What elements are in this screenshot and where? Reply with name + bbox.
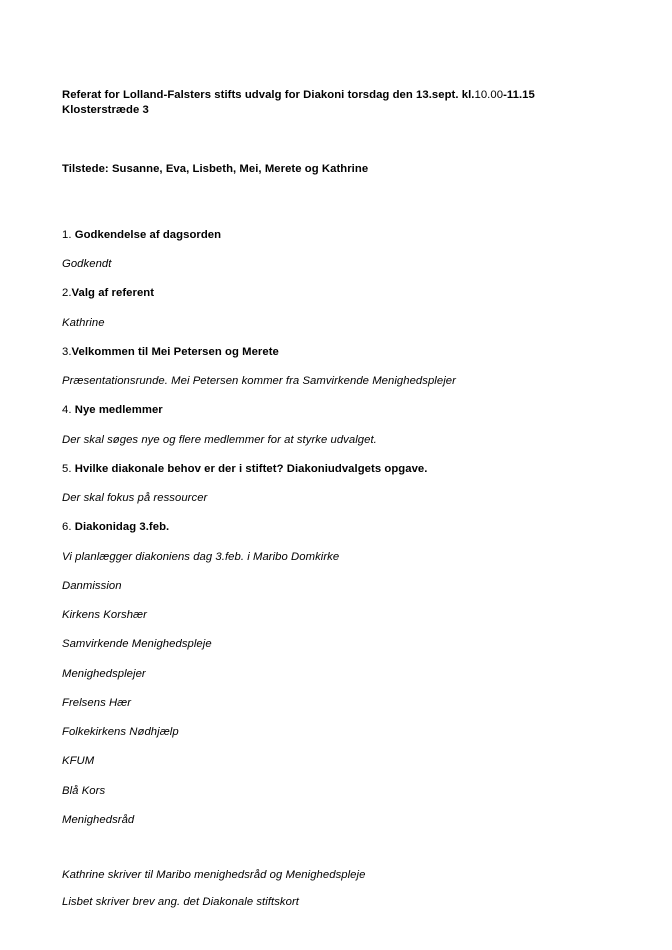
agenda-heading-4	[62, 403, 615, 418]
agenda-number-5: 5.	[62, 462, 75, 475]
document-title-before-time: Referat for Lolland-Falsters stifts udvalg for Diakoni torsdag den 13.sept. kl.	[62, 89, 475, 101]
agenda-note-2: Kathrine	[62, 316, 105, 329]
agenda-number-4: 4.	[62, 404, 75, 417]
agenda-heading-2	[62, 286, 615, 301]
organisation-item: Samvirkende Menighedspleje	[62, 638, 212, 651]
agenda-heading-text-2: Valg af referent	[71, 287, 155, 300]
spacer-before-closing	[62, 842, 615, 868]
agenda-heading-5	[62, 462, 615, 477]
spacer-after-title	[62, 119, 615, 162]
agenda-note-5: Der skal fokus på ressourcer	[62, 492, 208, 504]
organisation-item: Folkekirkens Nødhjælp	[62, 726, 179, 738]
organisation-item: Menighedsråd	[62, 813, 135, 826]
spacer-after-attendance	[62, 191, 615, 228]
agenda-heading-text-3: Velkommen til Mei Petersen og Merete	[71, 345, 279, 358]
agenda-heading-text-1: Godkendelse af dagsorden	[74, 228, 222, 241]
agenda-note-3: Præsentationsrunde. Mei Petersen kommer fra Samvirkende Menighedsplejer	[62, 375, 456, 387]
agenda-heading-text-5: Hvilke diakonale behov er der i stiftet? Diakoniudvalgets opgave.	[74, 462, 428, 475]
agenda-note-4: Der skal søges nye og flere medlemmer for at styrke udvalget.	[62, 433, 377, 446]
organisation-list	[62, 579, 615, 828]
document-title-time-end: 11.15	[506, 89, 535, 101]
document-title-location: Klosterstræde 3	[62, 104, 149, 117]
organisation-item: Kirkens Korshær	[62, 609, 147, 621]
document-title	[62, 88, 615, 119]
closing-actions	[62, 868, 615, 911]
organisation-item: Frelsens Hær	[62, 696, 132, 709]
document-title-time-start: 10.00	[474, 89, 504, 101]
organisation-item: KFUM	[62, 755, 95, 768]
closing-line: Kathrine skriver til Maribo menighedsråd og Menighedspleje	[62, 869, 366, 881]
closing-line: Lisbet skriver brev ang. det Diakonale stiftskort	[62, 896, 299, 909]
attendance-line: Tilstede: Susanne, Eva, Lisbeth, Mei, Merete og Kathrine	[62, 162, 369, 175]
organisation-item: Menighedsplejer	[62, 667, 146, 680]
organisation-item: Danmission	[62, 579, 122, 592]
agenda-heading-3	[62, 345, 615, 360]
agenda-number-2: 2.	[62, 287, 72, 300]
agenda-note-6: Vi planlægger diakoniens dag 3.feb. i Maribo Domkirke	[62, 550, 340, 563]
agenda-heading-6	[62, 520, 615, 535]
agenda-heading-text-4: Nye medlemmer	[74, 404, 163, 417]
agenda-number-1: 1.	[62, 228, 75, 241]
agenda-heading-1	[62, 228, 615, 243]
organisation-item: Blå Kors	[62, 784, 106, 797]
agenda-note-1: Godkendt	[62, 258, 112, 270]
agenda-number-6: 6.	[62, 521, 75, 534]
agenda-number-3: 3.	[62, 345, 72, 358]
agenda-heading-text-6: Diakonidag 3.feb.	[74, 521, 170, 534]
document-title-time-separator: -	[503, 89, 507, 101]
